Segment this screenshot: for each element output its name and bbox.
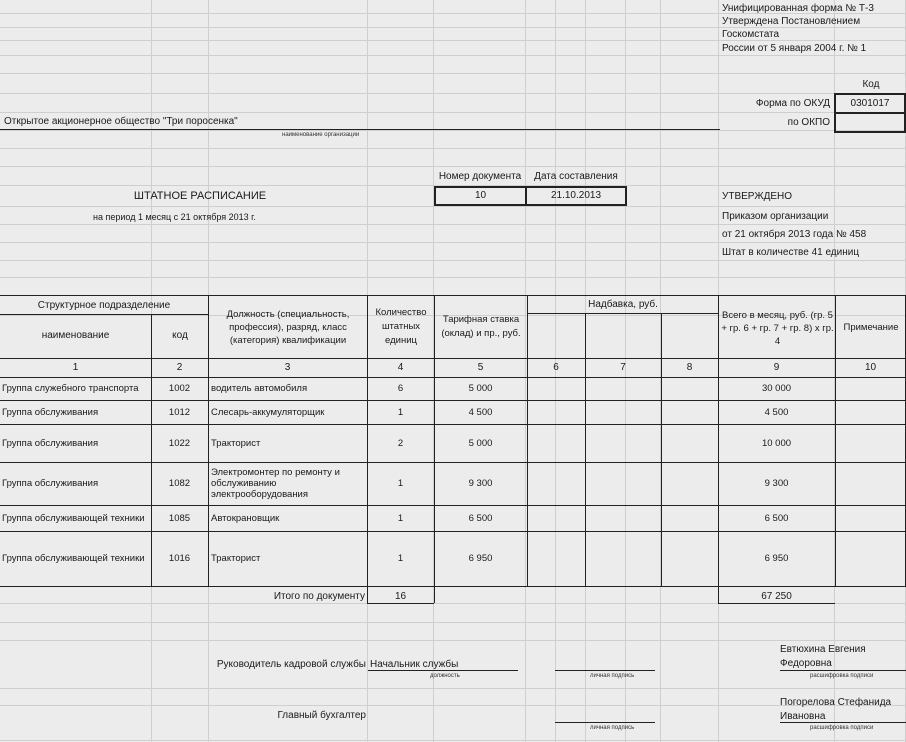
cell-code[interactable]: 1022 [168,437,191,449]
cell-rate[interactable]: 6 950 [468,553,493,564]
cell-rate[interactable]: 4 500 [468,406,493,418]
hr-head-role: Руководитель кадровой службы [216,659,366,670]
cell-position[interactable]: Слесарь-аккумуляторщик [211,406,325,418]
hr-caption-name: расшифровка подписи [810,673,874,679]
th-rate: Тарифная ставка (оклад) и пр., руб. [441,314,521,339]
cell-dept[interactable]: Группа обслуживающей техники [2,512,145,524]
hr-caption-position: должность [430,673,460,679]
cell-count[interactable]: 1 [397,553,404,564]
accountant-name-2[interactable]: Ивановна [780,711,826,722]
cell-rate[interactable]: 6 500 [468,512,493,524]
totals-label: Итого по документу [273,591,365,602]
approval-order: Приказом организации [722,211,829,222]
accountant-name-1[interactable]: Погорелова Стефанида [780,697,892,708]
th-total: Всего в месяц, руб. (гр. 5 + гр. 6 + гр. 7 + гр. 8) х гр. 4 [721,309,834,347]
organization-caption: наименование организации [282,132,360,138]
cell-position[interactable]: водитель автомобиля [211,383,308,394]
organization-name[interactable]: Открытое акционерное общество "Три поросенка" [4,116,238,127]
code-header: Код [862,79,880,90]
cell-position[interactable]: Тракторист [211,553,261,564]
cell-rate[interactable]: 9 300 [468,478,493,489]
column-number: 2 [176,362,183,373]
hr-head-position[interactable]: Начальник службы [370,659,459,670]
doc-number-label: Номер документа [438,171,522,182]
cell-count[interactable]: 1 [397,406,404,418]
cell-total[interactable]: 6 950 [764,553,789,564]
totals-count[interactable]: 16 [394,591,407,602]
th-count: Количество штатных единиц [375,307,427,346]
approval-order-date: от 21 октября 2013 года № 458 [722,229,867,240]
doc-date[interactable]: 21.10.2013 [550,190,602,201]
accountant-caption-signature: личная подпись [590,725,635,731]
cell-total[interactable]: 30 000 [761,383,792,394]
column-number: 10 [864,362,877,373]
th-name: наименование [41,330,110,341]
form-header-line-4: России от 5 января 2004 г. № 1 [722,43,867,54]
cell-count[interactable]: 2 [397,437,404,449]
th-code: код [172,330,188,341]
cell-position[interactable]: Электромонтер по ремонту и обслуживанию электрооборудования [211,467,340,500]
column-number: 1 [72,362,79,373]
cell-position[interactable]: Автокрановщик [211,512,280,524]
accountant-role: Главный бухгалтер [277,710,366,721]
th-position: Должность (специальность, профессия), разряд, класс (категория) квалификации [226,308,350,346]
column-number: 5 [477,362,484,373]
th-allowance: Надбавка, руб. [588,298,658,310]
cell-code[interactable]: 1002 [168,383,191,394]
hr-caption-signature: личная подпись [590,673,635,679]
cell-count[interactable]: 6 [397,383,404,394]
cell-count[interactable]: 1 [397,478,404,489]
form-header-line-2: Утверждена Постановлением [722,16,861,27]
cell-dept[interactable]: Группа служебного транспорта [2,383,139,394]
column-number: 7 [620,362,626,373]
cell-code[interactable]: 1082 [168,478,191,489]
okpo-label: по ОКПО [787,117,830,128]
cell-position[interactable]: Тракторист [211,437,261,449]
approval-staff: Штат в количестве 41 единиц [722,247,860,258]
doc-number[interactable]: 10 [474,190,487,201]
approval-title: УТВЕРЖДЕНО [722,191,793,202]
column-number: 3 [284,362,291,373]
cell-total[interactable]: 10 000 [761,437,792,449]
totals-sum[interactable]: 67 250 [761,591,792,602]
cell-total[interactable]: 4 500 [764,406,789,418]
cell-rate[interactable]: 5 000 [468,437,493,449]
th-struct-unit: Структурное подразделение [37,299,171,311]
cell-count[interactable]: 1 [397,512,404,524]
column-number: 8 [686,362,693,373]
cell-dept[interactable]: Группа обслуживания [2,406,99,418]
form-header-line-3: Госкомстата [722,29,780,40]
cell-code[interactable]: 1016 [168,553,191,564]
form-header-line-1: Унифицированная форма № Т-3 [722,3,874,14]
cell-dept[interactable]: Группа обслуживания [2,478,99,489]
hr-head-name-2[interactable]: Федоровна [780,658,832,669]
document-title: ШТАТНОЕ РАСПИСАНИЕ [133,190,267,202]
cell-dept[interactable]: Группа обслуживания [2,437,99,449]
th-note: Примечание [843,322,899,333]
cell-total[interactable]: 6 500 [764,512,789,524]
cell-total[interactable]: 9 300 [764,478,789,489]
cell-code[interactable]: 1012 [168,406,191,418]
column-number: 6 [553,362,559,373]
column-number: 9 [773,362,780,373]
cell-dept[interactable]: Группа обслуживающей техники [2,553,145,564]
okud-value[interactable]: 0301017 [850,98,890,109]
okud-label: Форма по ОКУД [755,98,830,109]
column-number: 4 [397,362,404,373]
document-period: на период 1 месяц с 21 октября 2013 г. [93,212,256,222]
cell-rate[interactable]: 5 000 [468,383,493,394]
accountant-caption-name: расшифровка подписи [810,725,874,731]
doc-date-label: Дата составления [534,171,618,182]
cell-code[interactable]: 1085 [168,512,191,524]
hr-head-name-1[interactable]: Евтюхина Евгения [780,644,866,655]
